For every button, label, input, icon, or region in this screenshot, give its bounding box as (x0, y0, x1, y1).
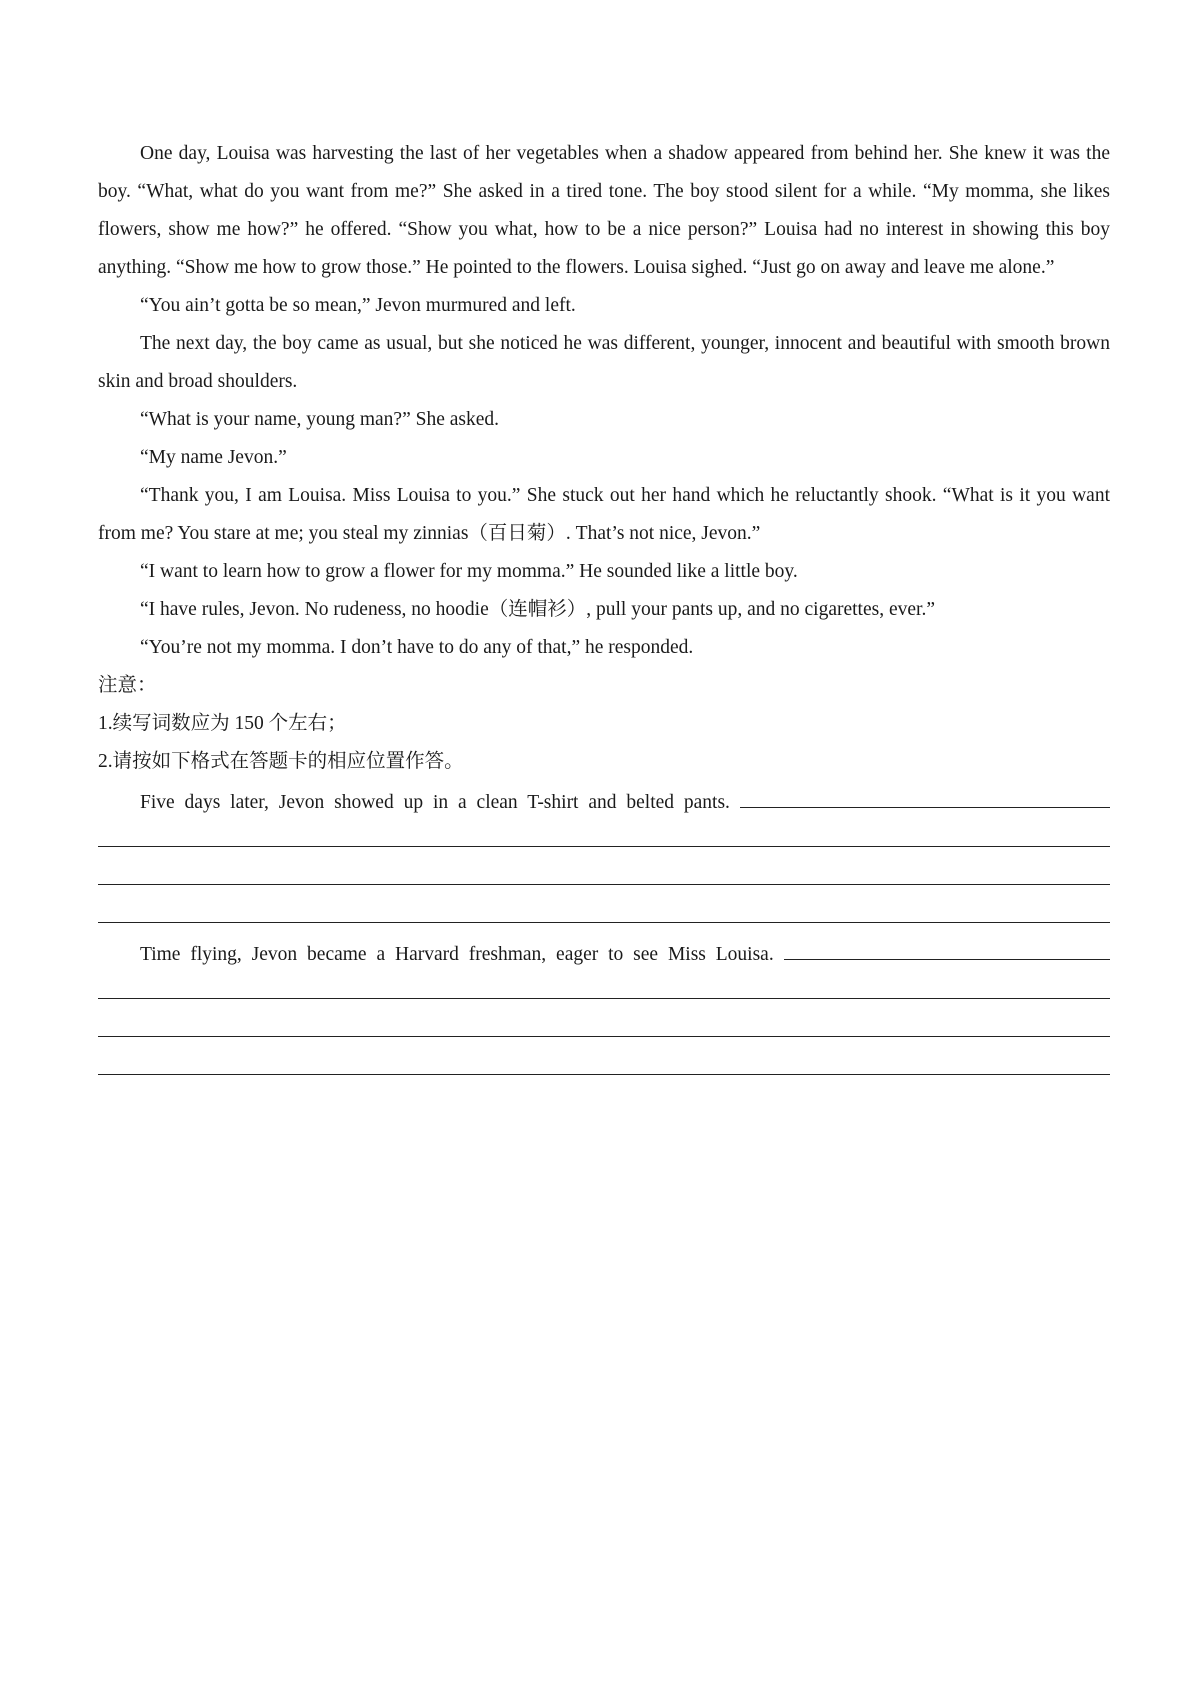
notes-section (98, 667, 1110, 781)
note-item: 1.续写词数应为 150 个左右； (98, 713, 347, 734)
answer-line[interactable] (98, 857, 1110, 895)
answer-line[interactable] (98, 1009, 1110, 1047)
answer-line[interactable] (98, 895, 1110, 933)
answer-blank[interactable] (740, 781, 1110, 808)
story-passage (98, 135, 1110, 667)
note-item: 2.请按如下格式在答题卡的相应位置作答。 (98, 751, 464, 772)
document-page (98, 135, 1110, 1085)
paragraph: “You’re not my momma. I don’t have to do any of that,” he responded. (140, 637, 694, 658)
paragraph: “Thank you, I am Louisa. Miss Louisa to you.” She stuck out her hand which he reluctantly shook. “What is it you want from me? You stare at me; you steal my zinnias（百日菊）. That’s not nice, Jevon.” (98, 485, 1110, 544)
paragraph: “My name Jevon.” (140, 447, 287, 468)
answer-line[interactable] (98, 971, 1110, 1009)
answer-line[interactable] (98, 1047, 1110, 1085)
answer-section-2 (98, 933, 1110, 1085)
notes-heading: 注意： (98, 675, 157, 696)
paragraph: One day, Louisa was harvesting the last of her vegetables when a shadow appeared from behind her. She knew it was the boy. “What, what do you want from me?” She asked in a tired tone. The boy stood silent for a while. “My momma, she likes flowers, show me how?” he offered. “Show you what, how to be a nice person?” Louisa had no interest in showing this boy anything. “Show me how to grow those.” He pointed to the flowers. Louisa sighed. “Just go on away and leave me alone.” (98, 143, 1110, 278)
answer-lead-line (98, 781, 1110, 819)
paragraph: “What is your name, young man?” She asked. (140, 409, 500, 430)
paragraph: “You ain’t gotta be so mean,” Jevon murmured and left. (140, 295, 576, 316)
paragraph: “I want to learn how to grow a flower for my momma.” He sounded like a little boy. (140, 561, 798, 582)
answer-lead-text: Time flying, Jevon became a Harvard freshman, eager to see Miss Louisa. (140, 944, 774, 965)
paragraph: “I have rules, Jevon. No rudeness, no hoodie（连帽衫）, pull your pants up, and no cigarettes, ever.” (140, 599, 935, 620)
answer-blank[interactable] (784, 933, 1110, 960)
answer-lead-text: Five days later, Jevon showed up in a clean T-shirt and belted pants. (140, 792, 730, 813)
answer-line[interactable] (98, 819, 1110, 857)
paragraph: The next day, the boy came as usual, but she noticed he was different, younger, innocent and beautiful with smooth brown skin and broad shoulders. (98, 333, 1110, 392)
answer-section-1 (98, 781, 1110, 933)
answer-lead-line (98, 933, 1110, 971)
